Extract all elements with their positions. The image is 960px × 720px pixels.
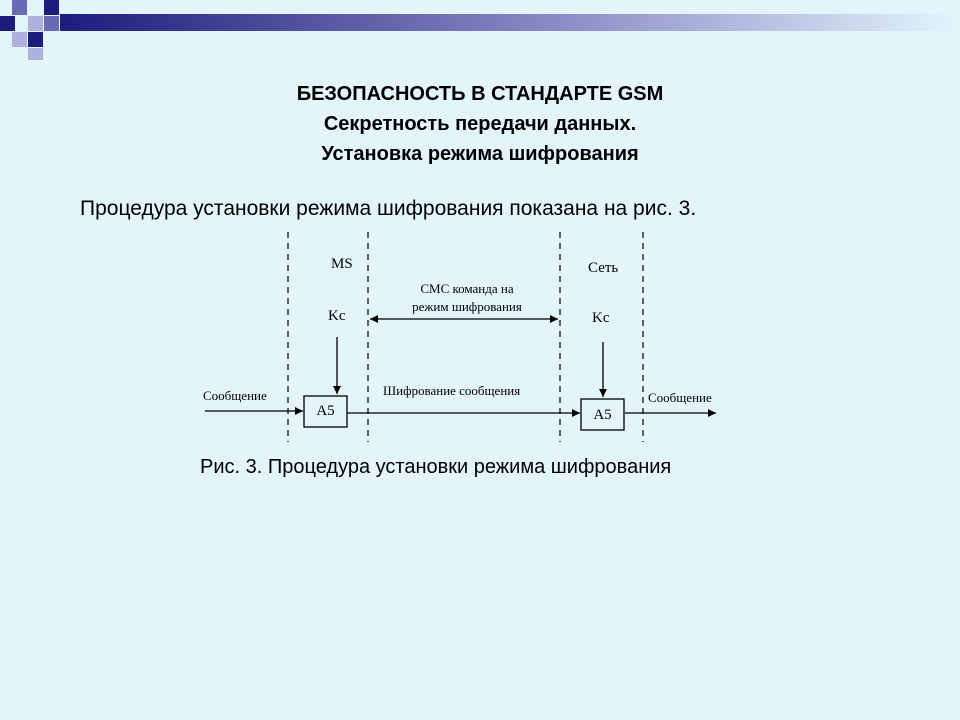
title-line-1: БЕЗОПАСНОСТЬ В СТАНДАРТЕ GSM: [296, 83, 664, 105]
a5-right-label: A5: [593, 407, 612, 423]
message-in-label: Сообщение: [203, 388, 267, 403]
cmc-label-line-2: режим шифрования: [412, 299, 522, 314]
message-out-label: Сообщение: [648, 390, 712, 405]
intro-text: Процедура установки режима шифрования показана на рис. 3.: [80, 197, 697, 220]
figure-caption: Рис. 3. Процедура установки режима шифрования: [200, 456, 672, 478]
title-line-3: Установка режима шифрования: [321, 143, 639, 165]
kc-right-label: Kc: [592, 310, 610, 326]
cmc-label-line-1: CMC команда на: [420, 281, 514, 296]
encryption-label: Шифрование сообщения: [383, 383, 521, 398]
ms-label: MS: [331, 256, 353, 272]
a5-left-label: A5: [316, 403, 335, 419]
title-line-2: Секретность передачи данных.: [323, 113, 637, 135]
kc-left-label: Kc: [328, 308, 346, 324]
network-label: Сеть: [588, 260, 619, 276]
